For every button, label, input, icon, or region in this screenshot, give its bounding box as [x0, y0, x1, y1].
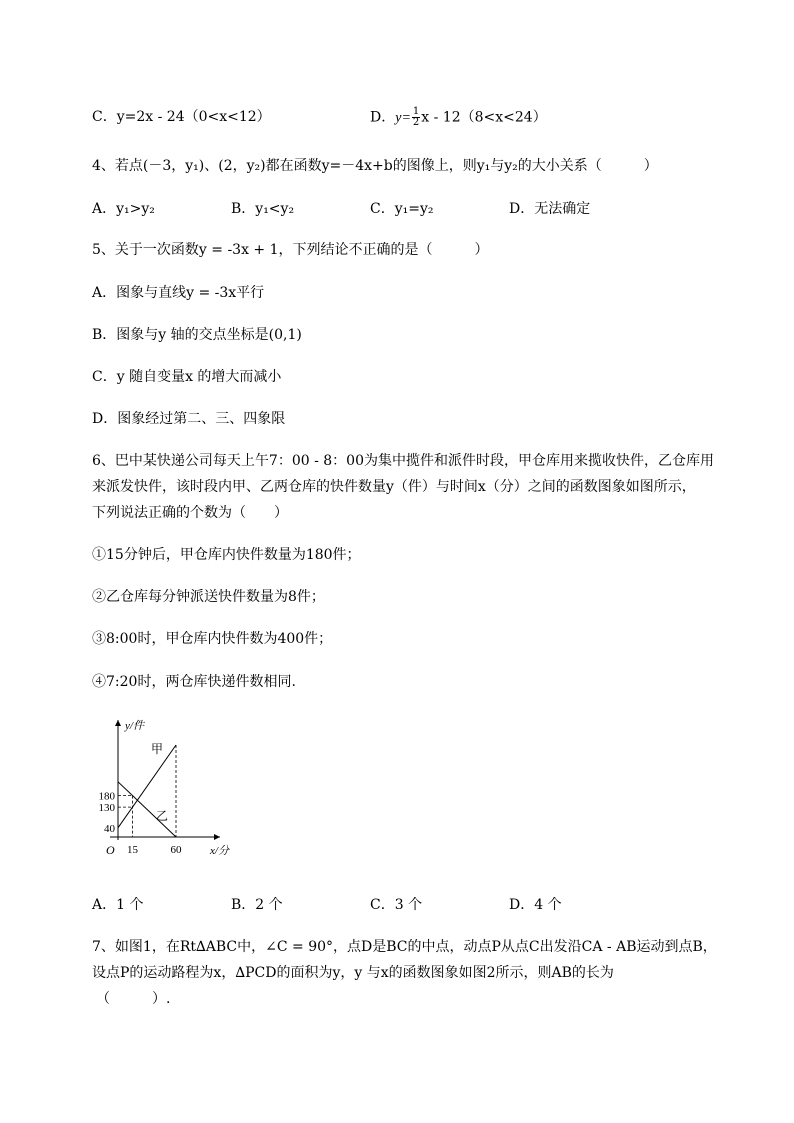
q6-stem-line-1: 6、巴中某快递公司每天上午7：00 - 8：00为集中揽件和派件时段，甲仓库用来揽收快件，乙仓库用	[92, 453, 714, 469]
q6-statement-2: ②乙仓库每分钟派送快件数量为8件；	[92, 589, 325, 605]
x-tick-60: 60	[170, 844, 182, 856]
q5-stem: 5、关于一次函数y = -3x + 1，下列结论不正确的是（ ）	[92, 242, 489, 258]
q4-option-d: D．无法确定	[509, 201, 591, 217]
q5-option-d: D．图象经过第二、三、四象限	[92, 411, 286, 427]
q4-option-c: C．y₁=y₂	[370, 201, 434, 217]
q6-option-a: A．1 个	[92, 897, 144, 913]
q6-function-graph	[85, 710, 245, 865]
q5-option-c: C．y 随自变量x 的增大而减小	[92, 369, 282, 385]
q6-statement-4: ④7:20时，两仓库快递件数相同.	[92, 674, 296, 690]
line-jia-label: 甲	[151, 742, 164, 756]
q6-stem-line-3: 下列说法正确的个数为（ ）	[92, 505, 288, 521]
q3-option-d	[370, 107, 547, 129]
q7-stem-line-2: 设点P的运动路程为x，∆PCD的面积为y，y 与x的函数图象如图2所示，则AB的长为	[92, 965, 614, 981]
q3-option-d-lhs: y=	[395, 110, 411, 126]
fraction-denominator: 2	[412, 117, 420, 128]
q7-stem-line-1: 7、如图1，在Rt∆ABC中，∠C = 90°，点D是BC的中点，动点P从点C出发沿CA - AB运动到点B，	[92, 939, 717, 955]
q6-option-c: C．3 个	[370, 897, 423, 913]
y-tick-130: 130	[98, 802, 115, 815]
q3-option-c: C．y=2x - 24（0<x<12）	[92, 109, 271, 125]
y-axis-label: y/件	[125, 720, 144, 732]
x-tick-15: 15	[127, 844, 138, 856]
q5-option-a: A．图象与直线y = -3x平行	[92, 285, 265, 301]
q4-option-b: B．y₁<y₂	[231, 201, 295, 217]
q4-stem: 4、若点(－3，y₁)、(2，y₂)都在函数y=－4x+b的图像上，则y₁与y₂的大小关系（ ）	[92, 158, 658, 174]
q6-option-d: D．4 个	[509, 897, 562, 913]
q6-statement-1: ①15分钟后，甲仓库内快件数量为180件；	[92, 547, 361, 563]
fraction-numerator: 1	[412, 106, 420, 117]
q7-stem-line-3: （ ）.	[96, 991, 171, 1007]
q6-stem-line-2: 来派发快件，该时段内甲、乙两仓库的快件数量y（件）与时间x（分）之间的函数图象如图所示，	[92, 479, 696, 495]
q3-option-d-fraction	[412, 107, 420, 128]
q4-option-a: A．y₁>y₂	[92, 201, 155, 217]
origin-label: O	[106, 843, 115, 857]
y-tick-180: 180	[98, 790, 115, 803]
q3-option-d-rhs: x - 12（8<x<24）	[421, 109, 547, 126]
x-axis-label: x/分	[210, 845, 229, 857]
q6-option-b: B．2 个	[231, 897, 283, 913]
y-tick-40: 40	[104, 822, 115, 835]
q6-statement-3: ③8:00时，甲仓库内快件数为400件；	[92, 631, 333, 647]
q3-option-d-prefix: D．	[370, 109, 396, 126]
q5-option-b: B．图象与y 轴的交点坐标是(0,1)	[92, 327, 302, 343]
line-yi-label: 乙	[156, 809, 169, 823]
